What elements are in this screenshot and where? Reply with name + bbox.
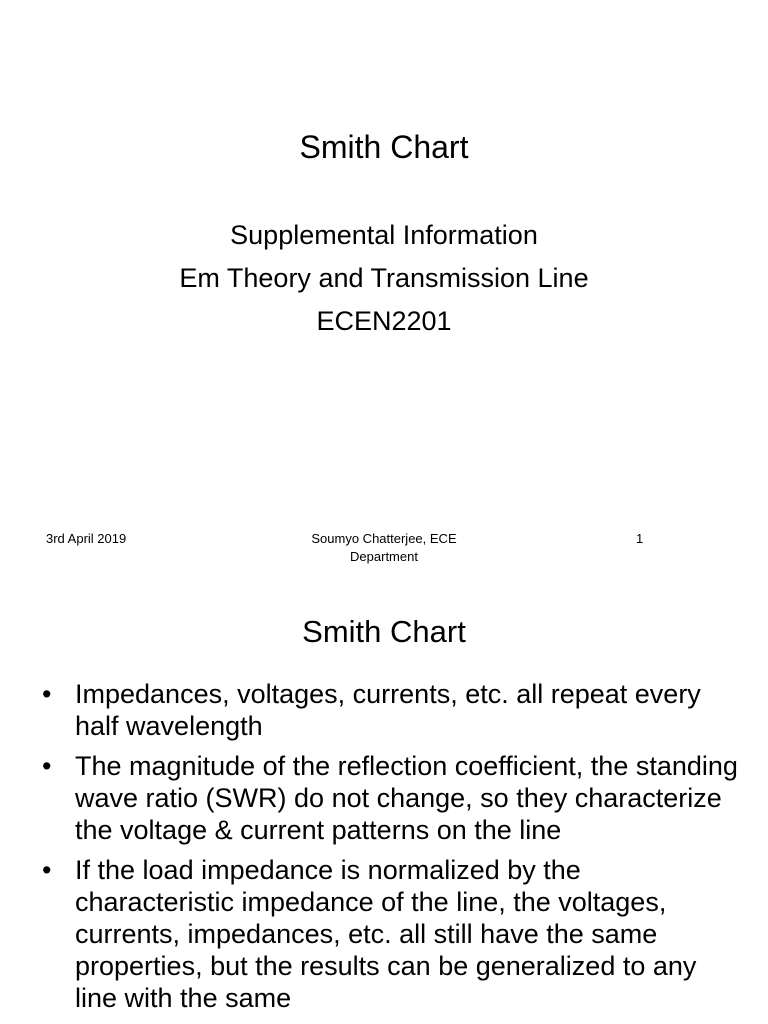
- footer-page-number: 1: [636, 531, 644, 546]
- subtitle-line: ECEN2201: [316, 306, 452, 336]
- slide-1-subtitle: [0, 214, 768, 343]
- bullet-text: Impedances, voltages, currents, etc. all repeat every half wavelength: [75, 679, 701, 741]
- slide-2-title: Smith Chart: [302, 614, 466, 649]
- subtitle-line: Em Theory and Transmission Line: [179, 263, 589, 293]
- bullet-icon: •: [42, 751, 52, 781]
- bullet-item: [42, 854, 742, 1014]
- subtitle-line: Supplemental Information: [230, 220, 538, 250]
- footer-author: Soumyo Chatterjee, ECE Department: [311, 531, 457, 564]
- bullet-icon: •: [42, 855, 52, 885]
- bullet-icon: •: [42, 679, 52, 709]
- bullet-list: [42, 678, 742, 1022]
- bullet-item: [42, 678, 742, 742]
- bullet-text: If the load impedance is normalized by the characteristic impedance of the line, the voltages, currents, impedances, etc. all still have the same properties, but the results can be generalized to any line with the same: [75, 855, 697, 1013]
- bullet-item: [42, 750, 742, 846]
- slide-2: [0, 576, 768, 1024]
- slide-1-title: Smith Chart: [299, 129, 469, 165]
- footer-date: 3rd April 2019: [46, 531, 127, 546]
- bullet-text: The magnitude of the reflection coefficient, the standing wave ratio (SWR) do not change, so they characterize the voltage & current patterns on the line: [75, 751, 738, 845]
